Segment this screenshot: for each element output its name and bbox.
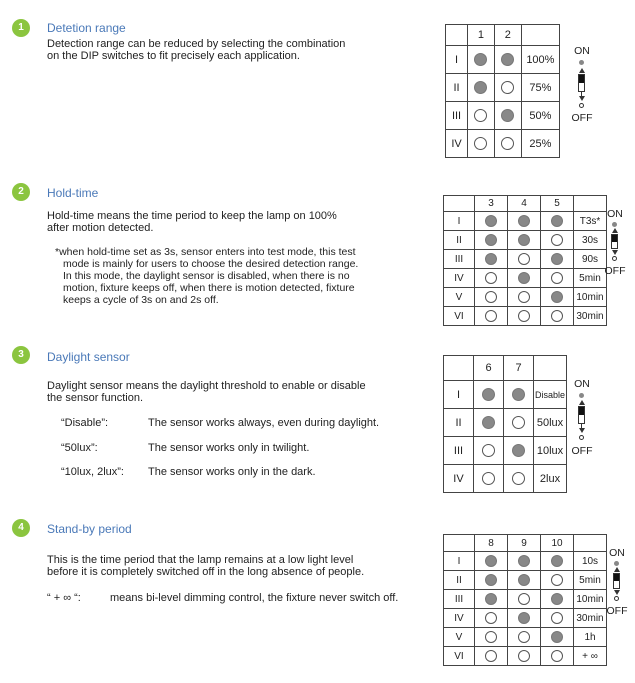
empty-circle-icon: [518, 631, 530, 643]
switch-state-cell: [508, 628, 541, 647]
switch-state-cell: [475, 231, 508, 250]
section-number-badge: 4: [12, 519, 30, 537]
switch-number-header: 6: [474, 356, 504, 381]
empty-circle-icon: [518, 291, 530, 303]
dip-switch-diagram: [565, 45, 599, 130]
switch-state-cell: [541, 609, 574, 628]
row-roman-label: I: [444, 552, 475, 571]
switch-state-cell: [504, 465, 534, 493]
switch-state-cell: [475, 590, 508, 609]
off-label: OFF: [604, 265, 626, 277]
switch-state-cell: [541, 231, 574, 250]
setting-value: 50%: [521, 102, 559, 130]
empty-circle-icon: [518, 650, 530, 662]
empty-circle-icon: [518, 593, 530, 605]
empty-circle-icon: [485, 291, 497, 303]
dip-switch-table-detection-range: [445, 24, 560, 158]
option-description: The sensor works only in the dark.: [148, 466, 316, 478]
setting-value: 1h: [574, 628, 607, 647]
filled-circle-icon: [551, 631, 563, 643]
row-roman-label: II: [444, 571, 475, 590]
setting-value: T3s*: [574, 212, 607, 231]
switch-number-header: 8: [475, 535, 508, 552]
on-label: ON: [574, 378, 590, 390]
off-indicator-dot: [579, 435, 584, 440]
row-roman-label: VI: [444, 307, 475, 326]
setting-value: 30s: [574, 231, 607, 250]
filled-circle-icon: [482, 388, 495, 401]
empty-circle-icon: [512, 416, 525, 429]
table-row: [444, 212, 607, 231]
table-row: [444, 269, 607, 288]
arrow-up-icon: [579, 400, 585, 405]
section-note-line: *when hold-time set as 3s, sensor enters into test mode, this test: [55, 246, 356, 258]
arrow-down-icon: [579, 428, 585, 433]
setting-value: 5min: [574, 571, 607, 590]
arrow-up-icon: [579, 68, 585, 73]
filled-circle-icon: [551, 555, 563, 567]
filled-circle-icon: [518, 215, 530, 227]
switch-state-cell: [475, 552, 508, 571]
table-row: [444, 231, 607, 250]
setting-value: 90s: [574, 250, 607, 269]
switch-state-cell: [468, 46, 495, 74]
switch-state-cell: [508, 590, 541, 609]
setting-value: 10lux: [534, 437, 567, 465]
row-roman-label: IV: [444, 269, 475, 288]
switch-state-cell: [475, 288, 508, 307]
table-row: [444, 437, 567, 465]
table-row: [444, 647, 607, 666]
switch-state-cell: [508, 307, 541, 326]
switch-state-cell: [504, 381, 534, 409]
row-roman-label: V: [444, 628, 475, 647]
filled-circle-icon: [485, 234, 497, 246]
switch-state-cell: [468, 102, 495, 130]
row-roman-label: VI: [444, 647, 475, 666]
row-roman-label: IV: [444, 609, 475, 628]
empty-circle-icon: [551, 272, 563, 284]
table-blank-header-cell: [521, 25, 559, 46]
empty-circle-icon: [485, 612, 497, 624]
on-label: ON: [574, 45, 590, 57]
filled-circle-icon: [482, 416, 495, 429]
switch-state-cell: [541, 628, 574, 647]
setting-value: 10min: [574, 288, 607, 307]
section-description-line: Daylight sensor means the daylight threshold to enable or disable: [47, 380, 366, 392]
filled-circle-icon: [474, 81, 487, 94]
empty-circle-icon: [485, 310, 497, 322]
dip-switch-diagram: [598, 208, 632, 278]
option-name: “10lux, 2lux”:: [61, 466, 124, 478]
empty-circle-icon: [551, 310, 563, 322]
filled-circle-icon: [485, 555, 497, 567]
section-note-line: mode is mainly for users to choose the desired detection range.: [63, 258, 359, 270]
filled-circle-icon: [551, 291, 563, 303]
empty-circle-icon: [551, 234, 563, 246]
table-row: [446, 46, 560, 74]
option-description: means bi-level dimming control, the fixture never switch off.: [110, 592, 399, 604]
switch-state-cell: [541, 552, 574, 571]
empty-circle-icon: [482, 472, 495, 485]
switch-state-cell: [508, 647, 541, 666]
row-roman-label: IV: [446, 130, 468, 158]
table-blank-header-cell: [534, 356, 567, 381]
switch-number-header: 1: [468, 25, 495, 46]
switch-state-cell: [541, 250, 574, 269]
switch-state-cell: [494, 74, 521, 102]
empty-circle-icon: [512, 472, 525, 485]
filled-circle-icon: [518, 555, 530, 567]
switch-state-cell: [474, 409, 504, 437]
switch-state-cell: [541, 571, 574, 590]
switch-state-cell: [475, 250, 508, 269]
filled-circle-icon: [485, 574, 497, 586]
dip-switch-table-hold-time: [443, 195, 607, 326]
setting-value: + ∞: [574, 647, 607, 666]
filled-circle-icon: [551, 593, 563, 605]
switch-state-cell: [541, 269, 574, 288]
setting-value: 50lux: [534, 409, 567, 437]
row-roman-label: IV: [444, 465, 474, 493]
switch-state-cell: [504, 409, 534, 437]
table-corner-cell: [446, 25, 468, 46]
row-roman-label: I: [444, 212, 475, 231]
on-label: ON: [609, 547, 625, 559]
switch-state-cell: [475, 647, 508, 666]
switch-state-cell: [468, 130, 495, 158]
off-label: OFF: [606, 605, 628, 617]
off-label: OFF: [571, 112, 593, 124]
section-title: Hold-time: [47, 186, 99, 200]
switch-state-cell: [475, 609, 508, 628]
filled-circle-icon: [512, 388, 525, 401]
table-row: [444, 381, 567, 409]
switch-state-cell: [508, 250, 541, 269]
table-header-row: [444, 356, 567, 381]
switch-number-header: 7: [504, 356, 534, 381]
arrow-down-icon: [579, 96, 585, 101]
table-row: [444, 590, 607, 609]
switch-state-cell: [475, 269, 508, 288]
table-row: [444, 288, 607, 307]
on-label: ON: [607, 208, 623, 220]
switch-state-cell: [494, 46, 521, 74]
filled-circle-icon: [501, 109, 514, 122]
option-name: “50lux”:: [61, 442, 98, 454]
on-indicator-dot: [612, 222, 617, 227]
filled-circle-icon: [485, 215, 497, 227]
on-indicator-dot: [579, 393, 584, 398]
switch-state-cell: [541, 307, 574, 326]
filled-circle-icon: [551, 215, 563, 227]
section-number-badge: 1: [12, 19, 30, 37]
switch-state-cell: [494, 102, 521, 130]
filled-circle-icon: [518, 612, 530, 624]
switch-number-header: 4: [508, 196, 541, 212]
empty-circle-icon: [551, 612, 563, 624]
setting-value: 5min: [574, 269, 607, 288]
arrow-down-icon: [612, 250, 618, 255]
option-name: “ + ∞ “:: [47, 592, 81, 604]
empty-circle-icon: [551, 650, 563, 662]
filled-circle-icon: [518, 234, 530, 246]
row-roman-label: II: [444, 409, 474, 437]
switch-state-cell: [504, 437, 534, 465]
setting-value: 10s: [574, 552, 607, 571]
off-indicator-dot: [614, 596, 619, 601]
section-title: Daylight sensor: [47, 350, 130, 364]
filled-circle-icon: [474, 53, 487, 66]
off-indicator-dot: [612, 256, 617, 261]
row-roman-label: II: [444, 231, 475, 250]
table-corner-cell: [444, 356, 474, 381]
section-description-line: on the DIP switches to fit precisely each application.: [47, 50, 300, 62]
empty-circle-icon: [474, 137, 487, 150]
setting-value: 25%: [521, 130, 559, 158]
switch-state-cell: [508, 231, 541, 250]
switch-state-cell: [508, 288, 541, 307]
row-roman-label: I: [446, 46, 468, 74]
toggle-switch-icon: [611, 234, 618, 249]
row-roman-label: V: [444, 288, 475, 307]
table-header-row: [444, 196, 607, 212]
filled-circle-icon: [551, 253, 563, 265]
section-title: Stand-by period: [47, 522, 132, 536]
section-number-badge: 2: [12, 183, 30, 201]
switch-number-header: 10: [541, 535, 574, 552]
setting-value: 2lux: [534, 465, 567, 493]
switch-state-cell: [508, 212, 541, 231]
switch-number-header: 5: [541, 196, 574, 212]
section-note-line: In this mode, the daylight sensor is disabled, when there is no: [63, 270, 350, 282]
switch-state-cell: [475, 628, 508, 647]
empty-circle-icon: [518, 310, 530, 322]
switch-number-header: 3: [475, 196, 508, 212]
empty-circle-icon: [474, 109, 487, 122]
dip-switch-diagram: [600, 547, 634, 622]
arrow-down-icon: [614, 590, 620, 595]
switch-state-cell: [508, 269, 541, 288]
row-roman-label: I: [444, 381, 474, 409]
option-description: The sensor works only in twilight.: [148, 442, 310, 454]
empty-circle-icon: [518, 253, 530, 265]
setting-value: 75%: [521, 74, 559, 102]
empty-circle-icon: [485, 650, 497, 662]
switch-state-cell: [474, 437, 504, 465]
setting-value: 30min: [574, 307, 607, 326]
switch-state-cell: [541, 590, 574, 609]
switch-state-cell: [475, 571, 508, 590]
empty-circle-icon: [551, 574, 563, 586]
on-indicator-dot: [579, 60, 584, 65]
empty-circle-icon: [485, 272, 497, 284]
toggle-switch-icon: [578, 406, 585, 424]
switch-state-cell: [508, 609, 541, 628]
table-row: [446, 102, 560, 130]
row-roman-label: III: [444, 250, 475, 269]
switch-number-header: 2: [494, 25, 521, 46]
table-row: [444, 307, 607, 326]
switch-number-header: 9: [508, 535, 541, 552]
row-roman-label: III: [444, 590, 475, 609]
table-row: [444, 609, 607, 628]
arrow-up-icon: [614, 567, 620, 572]
dip-switch-table-stand-by-period: [443, 534, 607, 666]
dip-switch-table-daylight-sensor: [443, 355, 567, 493]
switch-state-cell: [541, 212, 574, 231]
dip-switch-diagram: [565, 378, 599, 463]
section-note-line: keeps a cycle of 3s on and 2s off.: [63, 294, 219, 306]
table-corner-cell: [444, 196, 475, 212]
table-row: [444, 250, 607, 269]
arrow-up-icon: [612, 228, 618, 233]
table-row: [446, 130, 560, 158]
table-header-row: [446, 25, 560, 46]
filled-circle-icon: [485, 593, 497, 605]
switch-state-cell: [468, 74, 495, 102]
setting-value: Disable: [534, 381, 567, 409]
table-row: [444, 465, 567, 493]
section-description-line: after motion detected.: [47, 222, 154, 234]
row-roman-label: III: [446, 102, 468, 130]
table-header-row: [444, 535, 607, 552]
filled-circle-icon: [518, 272, 530, 284]
switch-state-cell: [474, 465, 504, 493]
table-corner-cell: [444, 535, 475, 552]
setting-value: 10min: [574, 590, 607, 609]
section-title: Detetion range: [47, 21, 126, 35]
filled-circle-icon: [512, 444, 525, 457]
section-number-badge: 3: [12, 346, 30, 364]
filled-circle-icon: [518, 574, 530, 586]
switch-state-cell: [541, 647, 574, 666]
toggle-switch-icon: [578, 74, 585, 92]
option-name: “Disable”:: [61, 417, 109, 429]
setting-value: 30min: [574, 609, 607, 628]
empty-circle-icon: [482, 444, 495, 457]
row-roman-label: III: [444, 437, 474, 465]
toggle-switch-icon: [613, 573, 620, 589]
section-description-line: the sensor function.: [47, 392, 144, 404]
filled-circle-icon: [501, 53, 514, 66]
off-label: OFF: [571, 445, 593, 457]
section-description-line: Detection range can be reduced by selecting the combination: [47, 38, 346, 50]
empty-circle-icon: [501, 137, 514, 150]
switch-state-cell: [508, 552, 541, 571]
section-description-line: before it is completely switched off in the long absence of people.: [47, 566, 365, 578]
empty-circle-icon: [485, 631, 497, 643]
table-row: [444, 571, 607, 590]
row-roman-label: II: [446, 74, 468, 102]
filled-circle-icon: [485, 253, 497, 265]
switch-state-cell: [541, 288, 574, 307]
switch-state-cell: [474, 381, 504, 409]
switch-state-cell: [475, 307, 508, 326]
table-row: [444, 628, 607, 647]
table-row: [444, 409, 567, 437]
table-row: [444, 552, 607, 571]
on-indicator-dot: [614, 561, 619, 566]
switch-state-cell: [494, 130, 521, 158]
table-row: [446, 74, 560, 102]
empty-circle-icon: [501, 81, 514, 94]
option-description: The sensor works always, even during daylight.: [148, 417, 380, 429]
off-indicator-dot: [579, 103, 584, 108]
switch-state-cell: [508, 571, 541, 590]
switch-state-cell: [475, 212, 508, 231]
section-note-line: motion, fixture keeps off, when there is motion detected, fixture: [63, 282, 355, 294]
setting-value: 100%: [521, 46, 559, 74]
section-description-line: This is the time period that the lamp remains at a low light level: [47, 554, 354, 566]
section-description-line: Hold-time means the time period to keep the lamp on 100%: [47, 210, 337, 222]
